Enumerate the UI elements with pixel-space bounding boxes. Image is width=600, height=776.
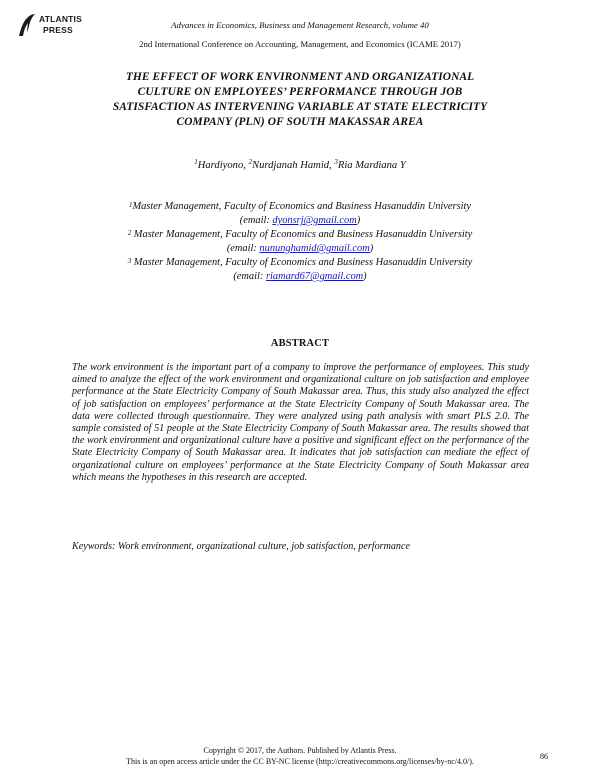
title-line: COMPANY (PLN) OF SOUTH MAKASSAR AREA: [176, 116, 424, 128]
email-prefix: (email:: [226, 243, 260, 254]
journal-name: Advances in Economics, Business and Management Research, volume 40: [171, 20, 429, 30]
affiliation-email-line: [0, 242, 600, 256]
email-suffix: ): [356, 215, 361, 226]
affiliation: [0, 256, 600, 270]
affiliations: [0, 200, 600, 284]
affiliation-sup: 2: [127, 229, 132, 237]
paper-title: [85, 70, 515, 130]
abstract-body: The work environment is the important part of a company to improve the performance of employees. This study aimed to analyze the effect of the work environment and organizational culture on job satisfaction and employee performance at the State Electricity Company of South Makassar area. Thus, this study also analyzed the effect of job satisfaction on employees’ performance at the State Electricity Company of South Makassar area. The data were collected through questionnaire. They were analyzed using path analysis with smart PLS 2.0. The sample consisted of 51 people at the State Electricity Company of South Makassar area. The results showed that the work environment and organizational culture have a positive and significant effect on the performance of the State Electricity Company of South Makassar area. It indicates that job satisfaction can mediate the effect of organizational culture on employees’ performance at the State Electricity Company of South Makassar area which means the hypotheses in this research are accepted.: [72, 362, 529, 483]
copyright-notice: Copyright © 2017, the Authors. Published by Atlantis Press.: [203, 746, 397, 755]
affiliation-text: Master Management, Faculty of Economics and Business Hasanuddin University: [132, 201, 471, 212]
logo-line1: ATLANTIS: [39, 14, 82, 24]
affiliation: [0, 228, 600, 242]
title-line: SATISFACTION AS INTERVENING VARIABLE AT STATE ELECTRICITY: [112, 101, 488, 113]
author-name: Hardiyono,: [197, 160, 249, 171]
email-link[interactable]: nununghamid@gmail.com: [259, 243, 370, 254]
title-line: THE EFFECT OF WORK ENVIRONMENT AND ORGANIZATIONAL: [125, 71, 475, 83]
license-notice: This is an open access article under the CC BY-NC license (http://creativecommons.org/licenses/by-nc/4.0/).: [126, 757, 474, 766]
affiliation-sup: 3: [127, 257, 132, 265]
conference-name: 2nd International Conference on Accounting, Management, and Economics (ICAME 2017): [139, 39, 461, 49]
footer: [0, 745, 600, 767]
page-number: 86: [540, 752, 548, 761]
author-name: Ria Mardiana Y: [337, 160, 406, 171]
email-prefix: (email:: [239, 215, 273, 226]
affiliation-email-line: [0, 214, 600, 228]
author-name: Nurdjanah Hamid,: [252, 160, 335, 171]
logo-line2: PRESS: [43, 25, 73, 35]
email-prefix: (email:: [233, 271, 266, 282]
author-sup: 1: [194, 158, 198, 166]
email-suffix: ): [363, 271, 367, 282]
affiliation: [0, 200, 600, 214]
author-sup: 2: [248, 158, 253, 166]
email-link[interactable]: dyonsrj@gmail.com: [272, 215, 357, 226]
email-link[interactable]: riamard67@gmail.com: [265, 271, 364, 282]
email-suffix: ): [369, 243, 374, 254]
affiliation-sup: 1: [128, 201, 133, 209]
author-list: [0, 160, 600, 171]
keywords: Keywords: Work environment, organizational culture, job satisfaction, performance: [72, 541, 410, 552]
title-line: CULTURE ON EMPLOYEES’ PERFORMANCE THROUGH JOB: [137, 86, 463, 98]
affiliation-email-line: [0, 270, 600, 284]
affiliation-text: Master Management, Faculty of Economics and Business Hasanuddin University: [131, 229, 473, 240]
affiliation-text: Master Management, Faculty of Economics and Business Hasanuddin University: [131, 257, 473, 268]
abstract-heading: ABSTRACT: [270, 338, 330, 349]
author-sup: 3: [334, 158, 338, 166]
